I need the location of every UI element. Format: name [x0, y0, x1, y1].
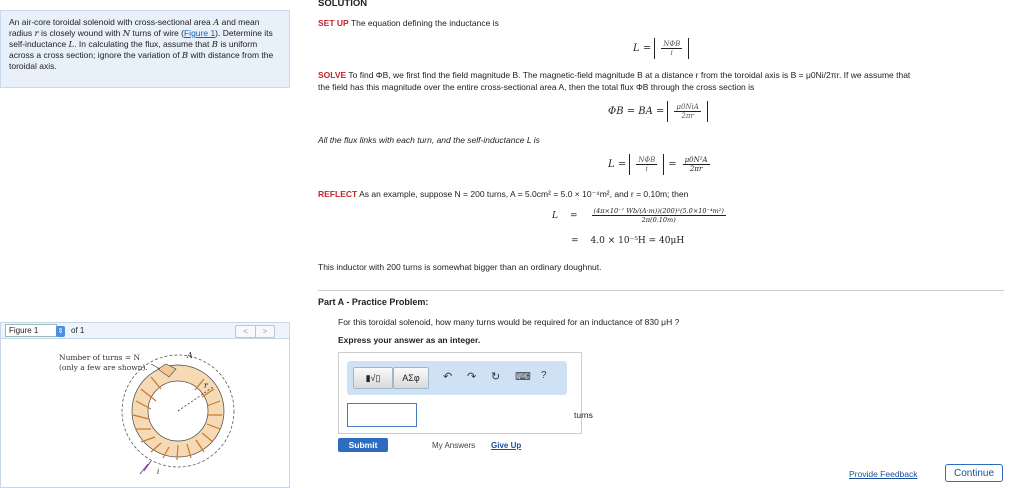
figure-caption: Number of turns = N (only a few are shown).	[59, 353, 148, 372]
dropdown-arrow-icon[interactable]: ⇕	[57, 328, 64, 335]
setup-line: SET UP The equation defining the inductance is	[318, 18, 499, 28]
self-inductance-equation: L = $\frac{\text{NΦB}}{i}$ = $\frac{\text{μ0N²A}}{2\pi r}$	[608, 156, 708, 173]
math-toolbar	[347, 361, 567, 395]
reset-icon[interactable]: ↻	[491, 371, 501, 383]
toroid-figure	[1, 339, 291, 488]
symbols-button[interactable]: ΑΣφ	[393, 367, 429, 389]
left-panel	[0, 0, 300, 488]
solution-heading: SOLUTION	[318, 0, 368, 9]
figure-panel	[0, 339, 290, 488]
solution-panel	[300, 0, 1024, 488]
solve-line-2: the field has this magnitude over the entire cross-sectional area A, then the total flux ΦB through the cross section is	[318, 82, 755, 92]
next-figure-button[interactable]: >	[255, 326, 274, 337]
radius-label: r	[204, 381, 208, 390]
problem-statement: An air-core toroidal solenoid with cross-sectional area A and mean radius r is closely wound with N turns of wire (Figure 1). Determine its self-inductance L. In calculating the flux, assume that B is uniform across a cross section; ignore the variation of B with distance from the toroidal axis.	[0, 10, 290, 88]
undo-icon[interactable]: ↶	[443, 371, 453, 383]
submit-button[interactable]: Submit	[338, 438, 388, 452]
my-answers-link[interactable]: My Answers	[432, 441, 476, 450]
conclusion-line: This inductor with 200 turns is somewhat bigger than an ordinary doughnut.	[318, 262, 602, 272]
example-calculation: L = $\frac{\text{(4π×10⁻⁷ Wb/(A·m))(200)²(5.0×10⁻⁴m²)}}{2\pi(0.10m)}$	[552, 207, 724, 224]
figure-count: of 1	[71, 326, 85, 335]
keyboard-icon[interactable]: ⌨	[515, 371, 531, 383]
figure-pager	[235, 325, 275, 338]
part-a-prompt: For this toroidal solenoid, how many turns would be required for an inductance of 830 μH ?	[338, 317, 680, 327]
section-divider	[318, 290, 1004, 291]
flux-links-line: All the flux links with each turn, and the self-inductance L is	[318, 135, 540, 145]
answer-box	[338, 352, 593, 434]
reflect-line: REFLECT As an example, suppose N = 200 turns, A = 5.0cm² = 5.0 × 10⁻⁴m², and r = 0.10m; then	[318, 189, 689, 199]
figure-link[interactable]: Figure 1	[183, 28, 216, 38]
part-a-title: Part A - Practice Problem:	[318, 297, 429, 307]
solve-line-1: SOLVE To find ΦB, we first find the field magnitude B. The magnetic-field magnitude B at a distance r from the toroidal axis is B = μ0Ni/2πr. If we assume that	[318, 70, 911, 80]
flux-equation: ΦB = BA = $\frac{\text{μ0NiA}}{2\pi r}$	[608, 101, 708, 122]
templates-button[interactable]: ▮√▯	[353, 367, 393, 389]
inductance-definition: L = $\frac{\text{NΦB}}{i}$	[633, 38, 689, 59]
figure-selector[interactable]: Figure 1 ⇕	[5, 324, 57, 337]
continue-button[interactable]: Continue	[945, 464, 1003, 482]
help-icon[interactable]: ?	[541, 370, 547, 381]
redo-icon[interactable]: ↷	[467, 371, 477, 383]
give-up-link[interactable]: Give Up	[491, 441, 522, 450]
current-label: i	[157, 468, 160, 476]
provide-feedback-link[interactable]: Provide Feedback	[849, 469, 918, 479]
example-result: = 4.0 × 10⁻⁵H = 40μH	[571, 236, 685, 246]
previous-figure-button[interactable]: <	[243, 327, 248, 336]
answer-input[interactable]	[347, 403, 417, 427]
figure-navigation-bar	[0, 322, 290, 339]
units-label: turns	[574, 410, 593, 420]
answer-instructions: Express your answer as an integer.	[338, 335, 481, 345]
area-label: A	[187, 351, 193, 360]
